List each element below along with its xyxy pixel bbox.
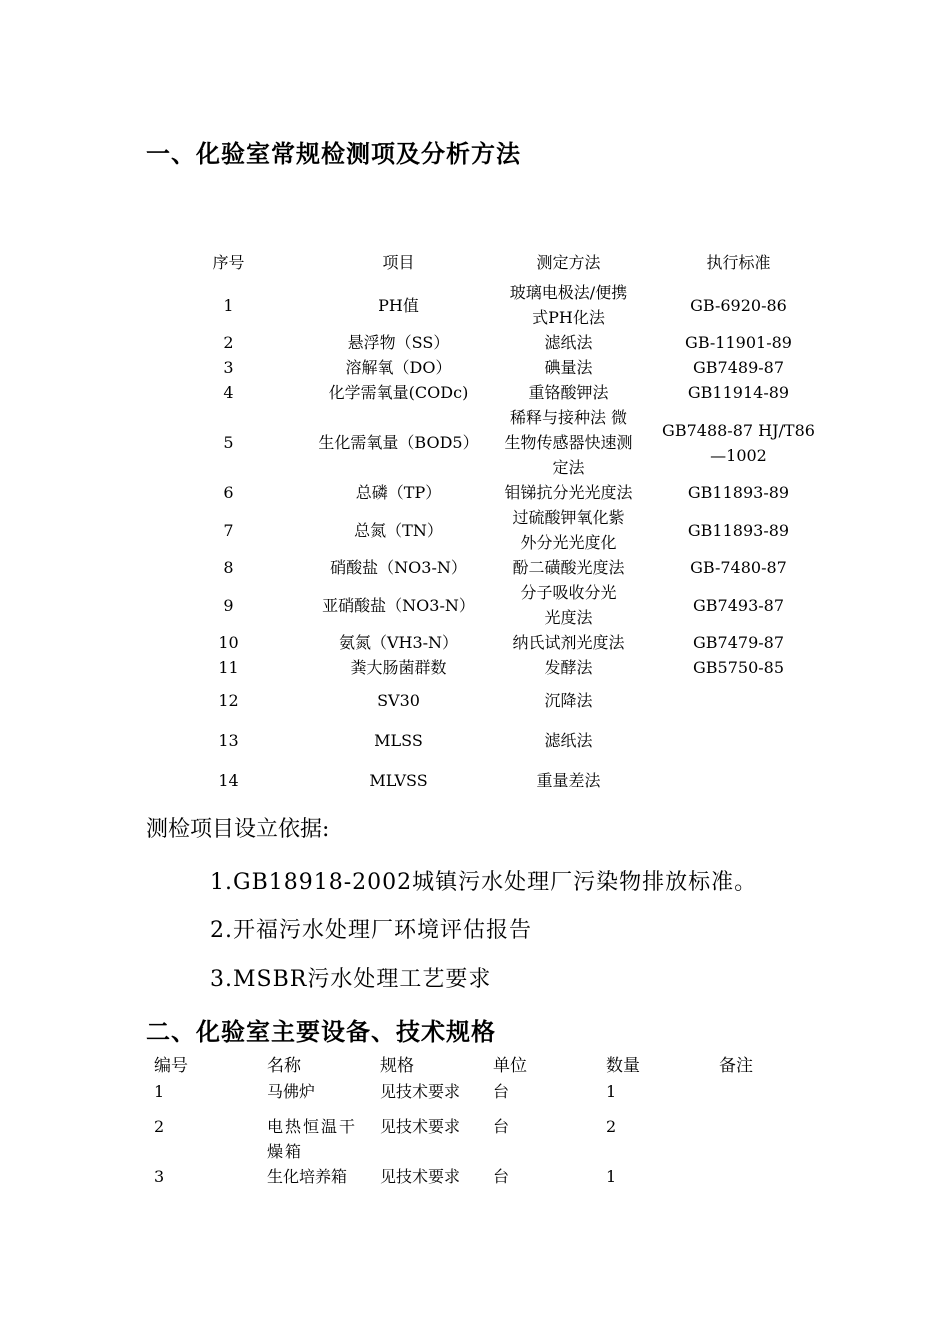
basis-item: 1.GB18918-2002城镇污水处理厂污染物排放标准。 xyxy=(210,870,758,895)
table-row xyxy=(146,505,826,555)
row-method: 过硫酸钾氧化紫外分光光度化 xyxy=(512,508,625,552)
row-spec: 见技术要求 xyxy=(380,1167,461,1186)
row-method: 重量差法 xyxy=(536,770,601,790)
table-row xyxy=(146,630,826,655)
row-unit: 台 xyxy=(493,1082,510,1101)
row-no: 6 xyxy=(223,483,234,502)
row-item: PH值 xyxy=(378,295,419,315)
row-note xyxy=(719,1164,832,1189)
row-method: 碘量法 xyxy=(544,358,593,377)
table-row xyxy=(146,380,826,405)
row-item: 氨氮（VH3-N） xyxy=(338,633,459,652)
row-method: 重铬酸钾法 xyxy=(528,383,609,402)
basis-item: 3.MSBR污水处理工艺要求 xyxy=(210,967,492,992)
row-item: 化学需氧量(CODc) xyxy=(328,383,469,402)
row-name: 电热恒温干燥箱 xyxy=(267,1117,358,1161)
row-item: MLSS xyxy=(374,730,423,750)
header-method: 测定方法 xyxy=(536,252,601,272)
row-no: 11 xyxy=(218,658,239,677)
row-unit: 台 xyxy=(493,1167,510,1186)
row-item: SV30 xyxy=(377,690,420,710)
header-name: 名称 xyxy=(267,1056,301,1076)
row-no: 4 xyxy=(223,383,234,402)
table-row xyxy=(146,555,826,580)
row-qty: 2 xyxy=(606,1117,617,1136)
row-item: 悬浮物（SS） xyxy=(347,333,450,352)
header-no: 编号 xyxy=(154,1056,188,1076)
row-spec: 见技术要求 xyxy=(380,1082,461,1101)
row-item: 溶解氧（DO） xyxy=(345,358,452,377)
row-method: 滤纸法 xyxy=(544,730,593,750)
row-method: 酚二磺酸光度法 xyxy=(512,558,625,577)
row-method: 滤纸法 xyxy=(544,333,593,352)
row-no: 10 xyxy=(218,633,239,652)
row-note xyxy=(719,1079,832,1114)
header-standard: 执行标准 xyxy=(706,252,771,272)
table-row xyxy=(146,330,826,355)
row-item: 粪大肠菌群数 xyxy=(350,658,447,677)
row-standard: GB-6920-86 xyxy=(690,295,787,315)
row-no: 3 xyxy=(154,1167,165,1186)
table-header-row xyxy=(154,1054,854,1079)
equipment-table xyxy=(154,1054,854,1189)
section2-title: 二、化验室主要设备、技术规格 xyxy=(146,1018,496,1046)
table-row xyxy=(146,280,826,330)
table-row xyxy=(154,1164,854,1189)
row-standard: GB5750-85 xyxy=(692,658,785,677)
row-no: 1 xyxy=(154,1082,165,1101)
row-method: 纳氏试剂光度法 xyxy=(512,633,625,652)
row-name: 生化培养箱 xyxy=(267,1167,348,1186)
table-row xyxy=(154,1114,854,1164)
header-no: 序号 xyxy=(212,252,245,272)
row-standard: GB11914-89 xyxy=(687,383,790,402)
row-item: 硝酸盐（NO3-N） xyxy=(330,558,467,577)
row-item: 生化需氧量（BOD5） xyxy=(318,433,479,452)
row-method: 分子吸收分光光度法 xyxy=(520,583,617,627)
row-no: 1 xyxy=(223,295,234,315)
table-row xyxy=(146,580,826,630)
row-method: 稀释与接种法 微生物传感器快速测定法 xyxy=(504,408,633,477)
table-header-row xyxy=(146,244,826,280)
row-no: 13 xyxy=(218,730,239,750)
row-qty: 1 xyxy=(606,1167,617,1186)
table-row xyxy=(146,655,826,680)
header-spec: 规格 xyxy=(380,1056,414,1076)
row-no: 2 xyxy=(223,333,234,352)
row-item: 总磷（TP） xyxy=(355,483,442,502)
row-method: 玻璃电极法/便携式PH化法 xyxy=(509,283,628,327)
table-row xyxy=(146,480,826,505)
row-standard: GB7489-87 xyxy=(692,358,785,377)
basis-item: 2.开福污水处理厂环境评估报告 xyxy=(210,918,532,943)
table-row xyxy=(146,760,826,800)
header-qty: 数量 xyxy=(606,1056,640,1076)
header-unit: 单位 xyxy=(493,1056,527,1076)
row-method: 沉降法 xyxy=(544,690,593,710)
row-no: 3 xyxy=(223,358,234,377)
header-note: 备注 xyxy=(719,1056,753,1076)
row-standard: GB7479-87 xyxy=(692,633,785,652)
section1-title: 一、化验室常规检测项及分析方法 xyxy=(146,140,521,168)
row-no: 12 xyxy=(218,690,239,710)
table-row xyxy=(146,405,826,480)
row-standard: GB11893-89 xyxy=(687,483,790,502)
row-qty: 1 xyxy=(606,1082,617,1101)
header-item: 项目 xyxy=(382,252,415,272)
basis-label: 测检项目设立依据: xyxy=(146,817,330,842)
row-note xyxy=(719,1114,832,1164)
row-standard: GB7493-87 xyxy=(692,595,785,615)
row-spec: 见技术要求 xyxy=(380,1117,461,1136)
row-no: 9 xyxy=(223,595,234,615)
row-item: MLVSS xyxy=(369,770,428,790)
row-standard: GB-11901-89 xyxy=(685,333,792,352)
row-no: 8 xyxy=(223,558,234,577)
row-standard: GB7488-87 HJ/T86—1002 xyxy=(662,420,815,465)
row-name: 马佛炉 xyxy=(267,1082,316,1101)
row-no: 7 xyxy=(223,520,234,540)
row-method: 发酵法 xyxy=(544,658,593,677)
row-no: 5 xyxy=(223,433,234,452)
row-standard: GB-7480-87 xyxy=(690,558,787,577)
table-row xyxy=(146,355,826,380)
row-unit: 台 xyxy=(493,1117,510,1136)
row-item: 总氮（TN） xyxy=(354,520,443,540)
row-standard: GB11893-89 xyxy=(687,520,790,540)
row-method: 钼锑抗分光光度法 xyxy=(504,483,633,502)
row-no: 14 xyxy=(218,770,239,790)
table-row xyxy=(146,720,826,760)
analysis-methods-table xyxy=(146,244,826,800)
table-row xyxy=(146,680,826,720)
row-item: 亚硝酸盐（NO3-N） xyxy=(322,595,475,615)
row-no: 2 xyxy=(154,1117,165,1136)
table-row xyxy=(154,1079,854,1114)
